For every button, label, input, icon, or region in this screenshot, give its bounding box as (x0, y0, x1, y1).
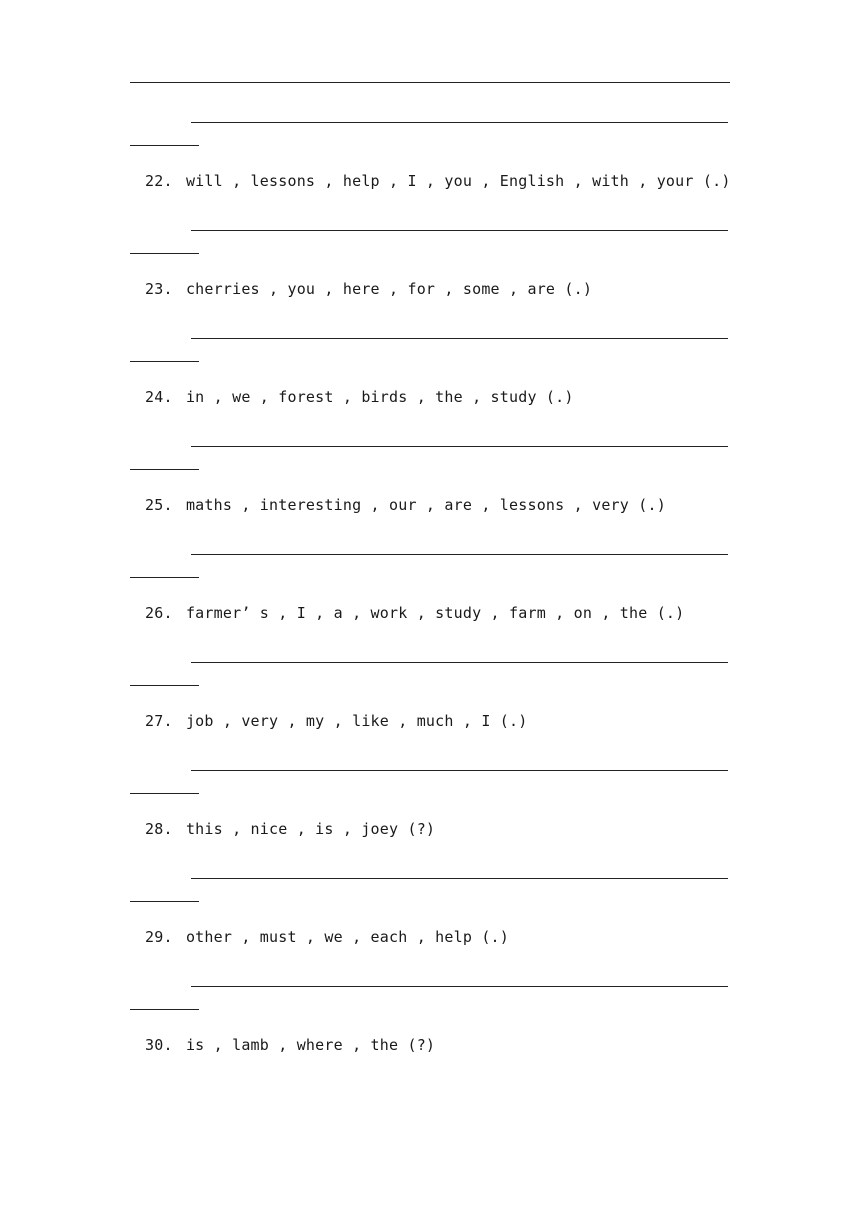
question-number: 29. (145, 928, 173, 946)
question-number: 23. (145, 280, 173, 298)
answer-line-continuation (130, 901, 199, 902)
question-26 (145, 604, 684, 622)
answer-line (191, 338, 728, 339)
question-text: in , we , forest , birds , the , study (.) (185, 388, 574, 406)
question-number: 28. (145, 820, 173, 838)
question-text: maths , interesting , our , are , lessons , very (.) (185, 496, 666, 514)
answer-line-continuation (130, 685, 199, 686)
question-24 (145, 388, 574, 406)
question-text: this , nice , is , joey (?) (185, 820, 436, 838)
answer-line-continuation (130, 469, 199, 470)
question-29 (145, 928, 509, 946)
answer-line (191, 878, 728, 879)
question-text: farmer’ s , I , a , work , study , farm , on , the (.) (185, 604, 685, 622)
question-27 (145, 712, 527, 730)
question-number: 30. (145, 1036, 173, 1054)
question-number: 24. (145, 388, 173, 406)
answer-line-continuation (130, 361, 199, 362)
question-28 (145, 820, 435, 838)
answer-line (191, 122, 728, 123)
top-divider (130, 82, 730, 83)
answer-line (191, 770, 728, 771)
answer-line (191, 554, 728, 555)
answer-line (191, 446, 728, 447)
question-number: 26. (145, 604, 173, 622)
question-23 (145, 280, 592, 298)
answer-line-continuation (130, 145, 199, 146)
answer-line (191, 230, 728, 231)
question-30 (145, 1036, 435, 1054)
answer-line-continuation (130, 253, 199, 254)
answer-line-continuation (130, 793, 199, 794)
answer-line (191, 986, 728, 987)
question-22 (145, 172, 731, 190)
question-number: 27. (145, 712, 173, 730)
question-text: will , lessons , help , I , you , English , with , your (.) (185, 172, 731, 190)
question-text: is , lamb , where , the (?) (185, 1036, 436, 1054)
question-text: job , very , my , like , much , I (.) (185, 712, 528, 730)
question-text: cherries , you , here , for , some , are (.) (185, 280, 593, 298)
answer-line-continuation (130, 1009, 199, 1010)
question-25 (145, 496, 666, 514)
question-number: 25. (145, 496, 173, 514)
question-text: other , must , we , each , help (.) (185, 928, 510, 946)
answer-line-continuation (130, 577, 199, 578)
question-number: 22. (145, 172, 173, 190)
answer-line (191, 662, 728, 663)
